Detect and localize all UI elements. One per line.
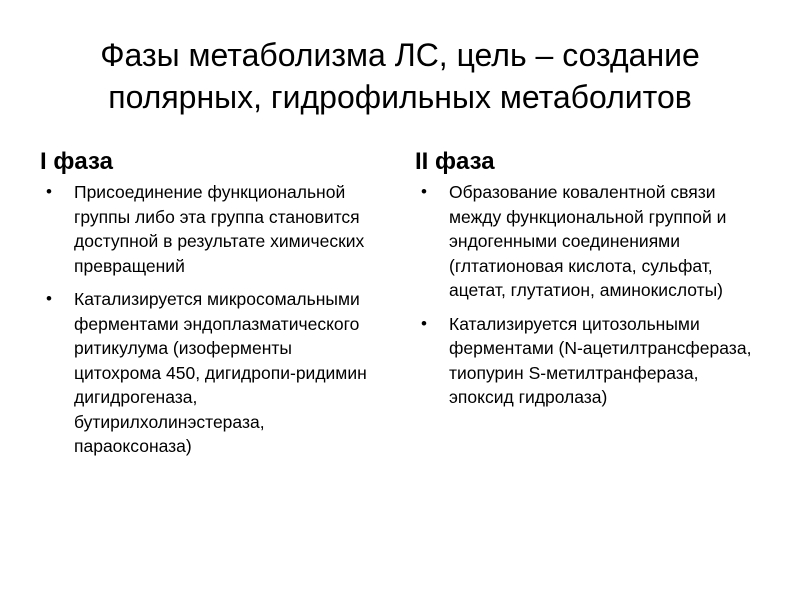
bullet-dot-icon: • [421,182,427,201]
phase-2-column [415,148,765,419]
phase-2-bullet-item [415,180,765,303]
phase-1-column [40,148,375,468]
phase-2-heading: II фаза [415,148,495,175]
phase-1-bullet-item [40,287,375,459]
bullet-dot-icon: • [46,182,52,201]
bullet-dot-icon: • [421,313,427,333]
phase-2-bullet-list [415,180,765,410]
bullet-text: Катализируется микросомальными ферментами эндоплазматического ритикулума (изоферменты цитохрома 450, дигидропи-ридимин дигидрогеназа, бутирилхолинэстераза, параоксоназа) [74,289,367,456]
phase-1-heading: I фаза [40,148,113,175]
slide-title: Фазы метаболизма ЛС, цель – создание полярных, гидрофильных метаболитов [100,37,700,115]
bullet-text: Присоединение функциональной группы либо эта группа становится доступной в результате химических превращений [74,182,365,276]
bullet-dot-icon: • [46,289,52,308]
bullet-text: Катализируется цитозольными ферментами (N-ацетилтрансфераза, тиопурин S-метилтранфераза, эпоксид гидролаза) [449,313,752,407]
phase-2-bullet-item [415,312,765,410]
bullet-text: Образование ковалентной связи между функциональной группой и эндогенными соединениями (глтатионовая кислота, сульфат, ацетат, глутатион, аминокислоты) [449,182,727,300]
phase-1-bullet-list [40,180,375,459]
phase-1-bullet-item [40,180,375,278]
